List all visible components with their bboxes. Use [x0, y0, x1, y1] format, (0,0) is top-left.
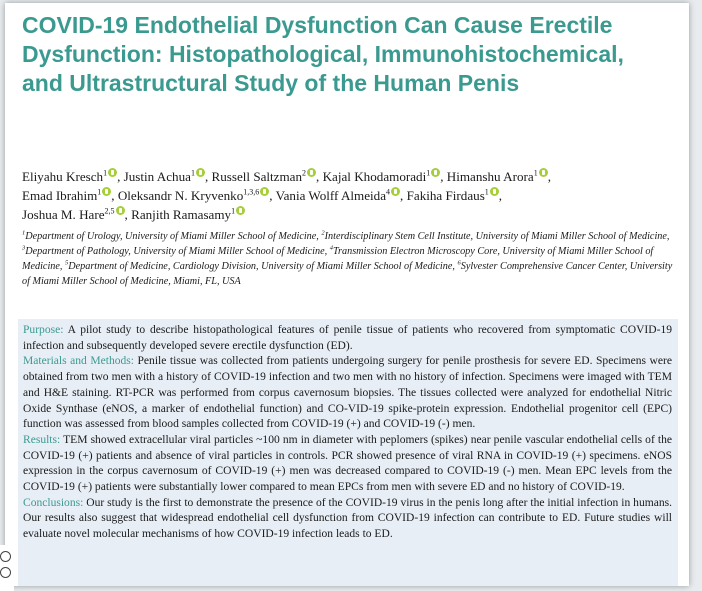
section-label: Purpose: — [23, 324, 64, 336]
author: Vania Wolff Almeida$^4$ — [276, 188, 400, 203]
abstract-conclusions: Conclusions: Our study is the first to demonstrate the presence of the COVID-19 virus in the penis long after the initial infection in humans. Our results also suggest that widespread endothelial cell dysfunction from COVID-19 infection can contribute to ED. Future studies will evaluate novel molecular mechanisms of how COVID-19 infection leads to ED. — [23, 496, 672, 541]
abstract-purpose: Purpose: A pilot study to describe histopathological features of penile tissue of patients who recovered from symptomatic COVID-19 infection and subsequently developed severe erectile dysfunction (ED). — [23, 324, 672, 352]
affiliations: $^1$Department of Urology, University of Miami Miller School of Medicine, $^2$Interdisciplinary Stem Cell Institute, University of Miami Miller School of Medicine, $^3$Department of Pathology, University of Miami Miller School of Medicine, $^4$Transmission Electron Microscopy Core, University of Miami Miller School of Medicine, $^5$Department of Medicine, Cardiology Division, University of Miami Miller School of Medicine, $^6$Sylvester Comprehensive Cancer Center, University of Miami Miller School of Medicine, Miami, FL, USA — [22, 229, 673, 287]
author: Emad Ibrahim$^1$ — [22, 188, 111, 203]
section-label: Materials and Methods: — [23, 355, 134, 368]
author: Fakiha Firdaus$^1$ — [407, 188, 499, 203]
orcid-icon[interactable] — [102, 187, 111, 196]
paper-title: COVID-19 Endothelial Dysfunction Can Cause Erectile Dysfunction: Histopathological, Immunohistochemical, and Ultrastructural Study of the Human Penis — [22, 12, 624, 96]
section-label: Results: — [23, 433, 61, 446]
binding-rings — [0, 545, 14, 591]
author: Oleksandr N. Kryvenko$^{1,3,6}$ — [118, 188, 269, 203]
abstract-methods: Materials and Methods: Penile tissue was collected from patients undergoing surgery for penile prosthesis for severe ED. Specimens were obtained from two men with a history of COVID-19 infection and two men with no history of infection. Specimens were imaged with TEM and H&E staining. RT-PCR was performed from corpus cavernosum biopsies. The tissues collected were analyzed for endothelial Nitric Oxide Synthase (eNOS, a marker of endothelial function) and CO-VID-19 spike-protein expression. Endothelial progenitor cell (EPC) function was assessed from blood samples collected from COVID-19 (+) and COVID-19 (-) men. — [23, 355, 672, 431]
author: Russell Saltzman$^2$ — [211, 169, 316, 184]
author: Joshua M. Hare$^{2,5}$ — [22, 207, 125, 222]
orcid-icon[interactable] — [490, 187, 499, 196]
paper-page — [5, 3, 689, 586]
orcid-icon[interactable] — [260, 187, 269, 196]
orcid-icon[interactable] — [307, 168, 316, 177]
orcid-icon[interactable] — [431, 168, 440, 177]
orcid-icon[interactable] — [196, 168, 205, 177]
author: Himanshu Arora$^1$ — [447, 169, 548, 184]
author-list: Eliyahu Kresch$^1$ , Justin Achua$^1$ , Russell Saltzman$^2$ , Kajal Khodamoradi$^1$ , Himanshu Arora$^1$ , Emad Ibrahim$^1$ , Oleksandr N. Kryvenko$^{1,3,6}$ , Vania Wolff Almeida$^4$ , Fakiha Firdaus$^1$ , Joshua M. Hare$^{2,5}$ , Ranjith Ramasamy$^1$ — [22, 168, 551, 222]
orcid-icon[interactable] — [539, 168, 548, 177]
orcid-icon[interactable] — [236, 206, 245, 215]
orcid-icon[interactable] — [116, 206, 125, 215]
ring-icon — [0, 567, 11, 578]
abstract-box — [18, 319, 678, 586]
ring-icon — [0, 551, 11, 562]
abstract-results: Results: TEM showed extracellular viral particles ~100 nm in diameter with peplomers (spikes) near penile vascular endothelial cells of the COVID-19 (+) patients and absence of viral particles in controls. PCR showed presence of viral RNA in COVID-19 (+) specimens. eNOS expression in the corpus cavernosum of COVID-19 (+) men was decreased compared to COVID-19 (-) men. Mean EPC levels from the COVID-19 (+) patients were substantially lower compared to mean EPCs from men with severe ED and no history of COVID-19. — [23, 433, 672, 494]
author: Justin Achua$^1$ — [124, 169, 205, 184]
author: Ranjith Ramasamy$^1$ — [131, 207, 245, 222]
orcid-icon[interactable] — [108, 168, 117, 177]
section-label: Conclusions: — [23, 496, 84, 509]
author: Eliyahu Kresch$^1$ — [22, 169, 117, 184]
orcid-icon[interactable] — [391, 187, 400, 196]
author: Kajal Khodamoradi$^1$ — [323, 169, 441, 184]
